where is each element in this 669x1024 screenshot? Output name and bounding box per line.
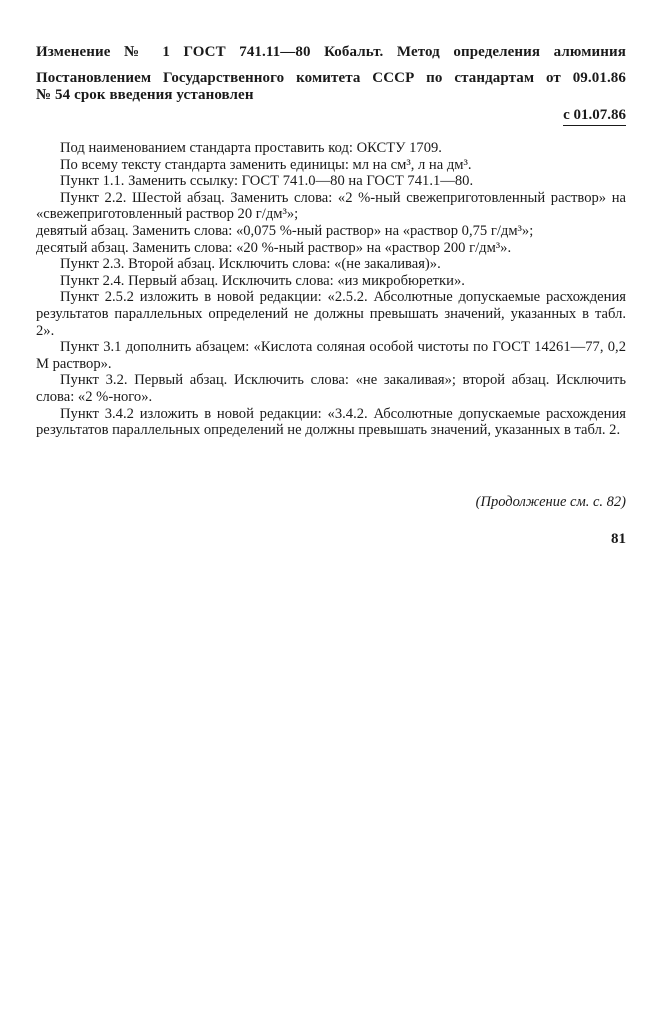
- paragraph-2-5-2: Пункт 2.5.2 изложить в новой редакции: «2.5.2. Абсолютные допускаемые расхождения результатов параллельных определений не должны превышать значений, указанных в табл. 2».: [36, 289, 626, 339]
- paragraph-2-2-ninth: девятый абзац. Заменить слова: «0,075 %-ный раствор» на «раствор 0,75 г/дм³»;: [36, 222, 534, 239]
- paragraph-2-2-tenth: десятый абзац. Заменить слова: «20 %-ный раствор» на «раствор 200 г/дм³».: [36, 239, 512, 256]
- decree-line-2: № 54 срок введения установлен: [36, 87, 254, 103]
- continuation-note: (Продолжение см. с. 82): [475, 494, 626, 510]
- amendment-title: Изменение № 1 ГОСТ 741.11—80 Кобальт. Метод определения алюминия: [36, 44, 626, 60]
- document-page: [36, 44, 626, 547]
- paragraph-units: По всему тексту стандарта заменить единицы: мл на см³, л на дм³.: [60, 156, 472, 173]
- paragraph-3-1: Пункт 3.1 дополнить абзацем: «Кислота соляная особой чистоты по ГОСТ 14261—77, 0,2 М раствор».: [36, 339, 626, 372]
- effective-date: с 01.07.86: [563, 107, 626, 126]
- paragraph-2-2: Пункт 2.2. Шестой абзац. Заменить слова: «2 %-ный свежеприготовленный раствор» на «свежеприготовленный раствор 20 г/дм³»;: [36, 189, 626, 223]
- paragraph-3-2: Пункт 3.2. Первый абзац. Исключить слова: «не закаливая»; второй абзац. Исключить слова: «2 %-ного».: [36, 372, 626, 405]
- amendment-body: [36, 140, 626, 439]
- paragraph-okstu-code: Под наименованием стандарта проставить код: ОКСТУ 1709.: [60, 140, 442, 156]
- paragraph-2-4: Пункт 2.4. Первый абзац. Исключить слова: «из микробюретки».: [60, 272, 465, 289]
- effective-date-block: [36, 106, 626, 126]
- page-number: 81: [611, 531, 626, 547]
- paragraph-3-4-2: Пункт 3.4.2 изложить в новой редакции: «3.4.2. Абсолютные допускаемые расхождения результатов параллельных определений не должны превышать значений, указанных в табл. 2.: [36, 405, 626, 439]
- paragraph-1-1: Пункт 1.1. Заменить ссылку: ГОСТ 741.0—80 на ГОСТ 741.1—80.: [60, 173, 474, 190]
- paragraph-2-3: Пункт 2.3. Второй абзац. Исключить слова: «(не закаливая)».: [60, 256, 441, 273]
- decree-line-1: Постановлением Государственного комитета СССР по стандартам от 09.01.86: [36, 70, 626, 86]
